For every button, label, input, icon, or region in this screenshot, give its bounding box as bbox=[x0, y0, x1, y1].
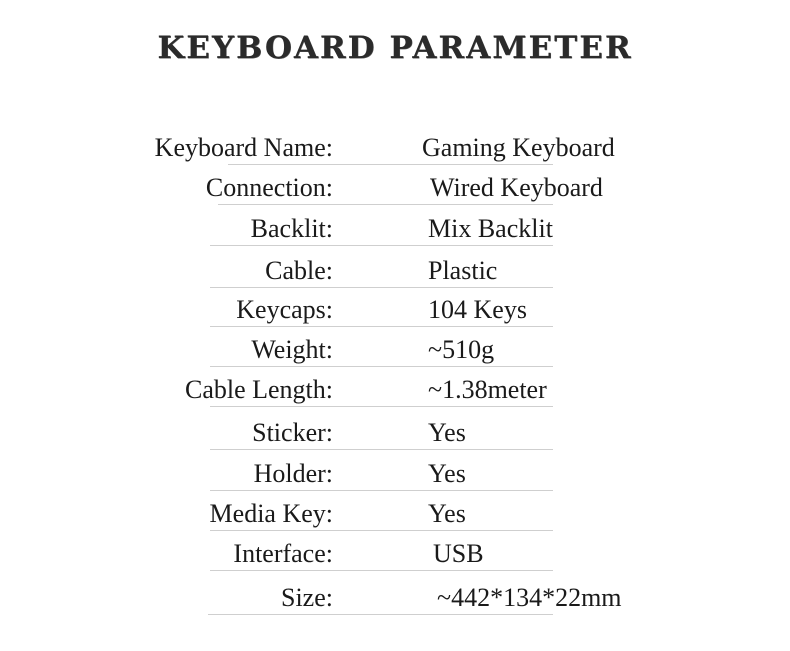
spec-row-keyboard-name bbox=[0, 128, 790, 168]
page-title: KEYBOARD PARAMETER bbox=[157, 30, 633, 66]
spec-value: Wired Keyboard bbox=[430, 173, 603, 202]
spec-label: Media Key: bbox=[209, 499, 333, 528]
row-divider bbox=[210, 366, 553, 367]
spec-row-media-key bbox=[0, 494, 790, 534]
row-divider bbox=[210, 490, 553, 491]
row-divider bbox=[210, 326, 553, 327]
spec-row-cable-length bbox=[0, 370, 790, 410]
spec-row-holder bbox=[0, 454, 790, 494]
row-divider bbox=[208, 614, 553, 615]
spec-label: Connection: bbox=[205, 173, 333, 202]
spec-value: ~1.38meter bbox=[428, 375, 547, 404]
row-divider bbox=[210, 449, 553, 450]
row-divider bbox=[210, 406, 553, 407]
spec-row-size bbox=[0, 578, 790, 618]
spec-row-backlit bbox=[0, 209, 790, 249]
row-divider bbox=[210, 245, 553, 246]
spec-label: Keycaps: bbox=[236, 295, 333, 324]
spec-label: Cable: bbox=[265, 256, 333, 285]
spec-label: Sticker: bbox=[252, 418, 333, 447]
spec-label: Cable Length: bbox=[184, 375, 333, 404]
spec-value: Yes bbox=[428, 459, 466, 488]
spec-row-connection bbox=[0, 168, 790, 208]
row-divider bbox=[210, 530, 553, 531]
row-divider bbox=[210, 287, 553, 288]
spec-row-sticker bbox=[0, 413, 790, 453]
spec-value: ~510g bbox=[428, 335, 495, 364]
spec-value: USB bbox=[433, 539, 484, 568]
spec-label: Backlit: bbox=[250, 214, 333, 243]
row-divider bbox=[218, 204, 553, 205]
spec-label: Keyboard Name: bbox=[154, 133, 333, 162]
spec-value: 104 Keys bbox=[428, 295, 527, 324]
spec-label: Weight: bbox=[251, 335, 333, 364]
spec-row-keycaps bbox=[0, 290, 790, 330]
spec-value: Plastic bbox=[428, 256, 498, 285]
spec-value: Yes bbox=[428, 418, 466, 447]
spec-value: Gaming Keyboard bbox=[422, 133, 615, 162]
spec-label: Holder: bbox=[253, 459, 333, 488]
spec-value: Yes bbox=[428, 499, 466, 528]
spec-value: Mix Backlit bbox=[428, 214, 553, 243]
spec-label: Size: bbox=[281, 583, 333, 612]
spec-value: ~442*134*22mm bbox=[437, 583, 622, 612]
spec-label: Interface: bbox=[233, 539, 333, 568]
spec-row-interface bbox=[0, 534, 790, 574]
row-divider bbox=[228, 164, 553, 165]
row-divider bbox=[210, 570, 553, 571]
spec-row-weight bbox=[0, 330, 790, 370]
spec-row-cable bbox=[0, 251, 790, 291]
